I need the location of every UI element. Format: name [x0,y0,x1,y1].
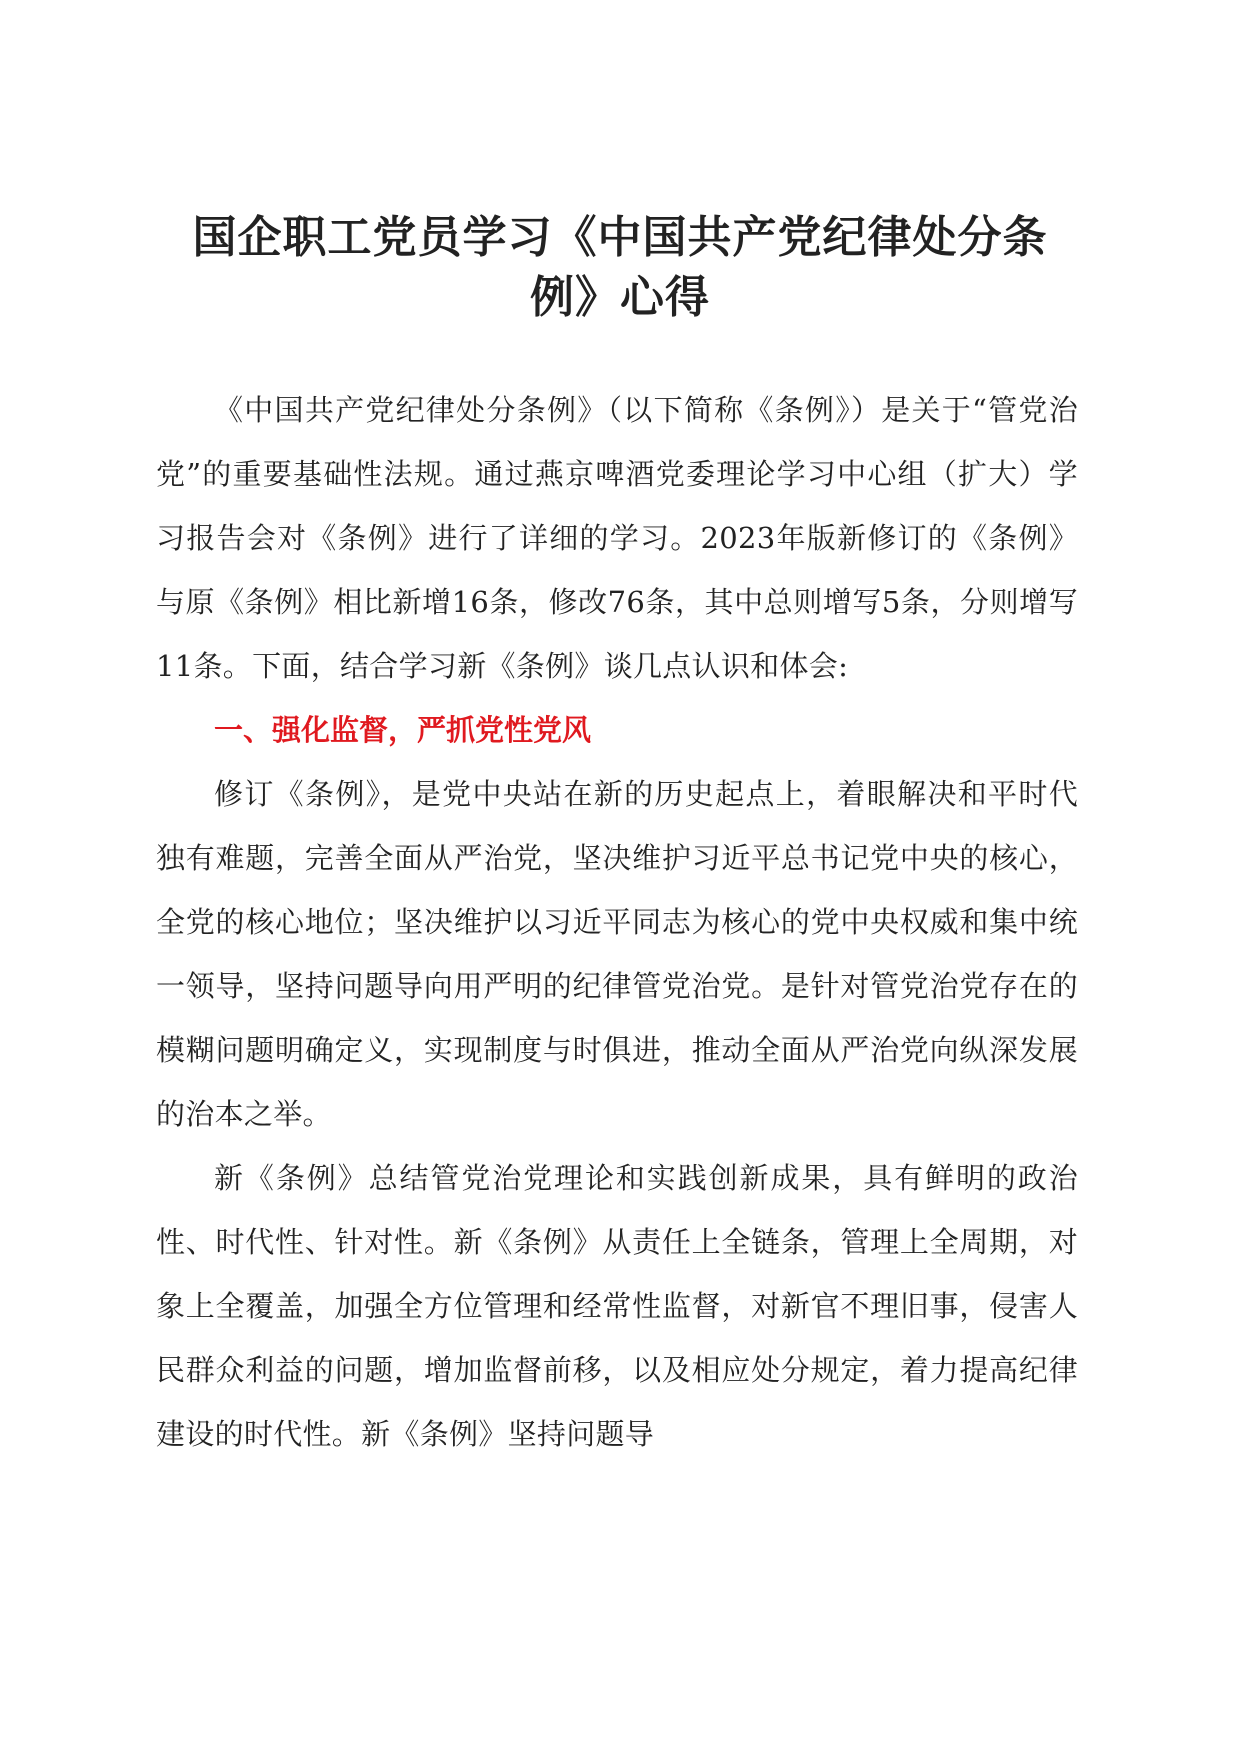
title-line-1: 国企职工党员学习《中国共产党纪律处分条 [192,212,1048,263]
section-1-paragraph-1: 修订《条例》，是党中央站在新的历史起点上，着眼解决和平时代独有难题，完善全面从严治党，坚决维护习近平总书记党中央的核心，全党的核心地位；坚决维护以习近平同志为核心的党中央权威和集中统一领导，坚持问题导向用严明的纪律管党治党。是针对管党治党存在的模糊问题明确定义，实现制度与时俱进，推动全面从严治党向纵深发展的治本之举。 [156,777,1078,1131]
intro-paragraph: 《中国共产党纪律处分条例》（以下简称《条例》）是关于“管党治党”的重要基础性法规。通过燕京啤酒党委理论学习中心组（扩大）学习报告会对《条例》进行了详细的学习。2023年版新修订的《条例》与原《条例》相比新增16条，修改76条，其中总则增写5条，分则增写11条。下面，结合学习新《条例》谈几点认识和体会: [156,393,1078,683]
page-title [150,208,1090,328]
title-line-2: 例》心得 [530,272,710,323]
section-1-paragraph-2: 新《条例》总结管党治党理论和实践创新成果，具有鲜明的政治性、时代性、针对性。新《条例》从责任上全链条，管理上全周期，对象上全覆盖，加强全方位管理和经常性监督，对新官不理旧事，侵害人民群众利益的问题，增加监督前移，以及相应处分规定，着力提高纪律建设的时代性。新《条例》坚持问题导 [156,1161,1078,1451]
section-heading-1: 一、强化监督，严抓党性党风 [214,713,592,747]
document-body [156,378,1078,1466]
